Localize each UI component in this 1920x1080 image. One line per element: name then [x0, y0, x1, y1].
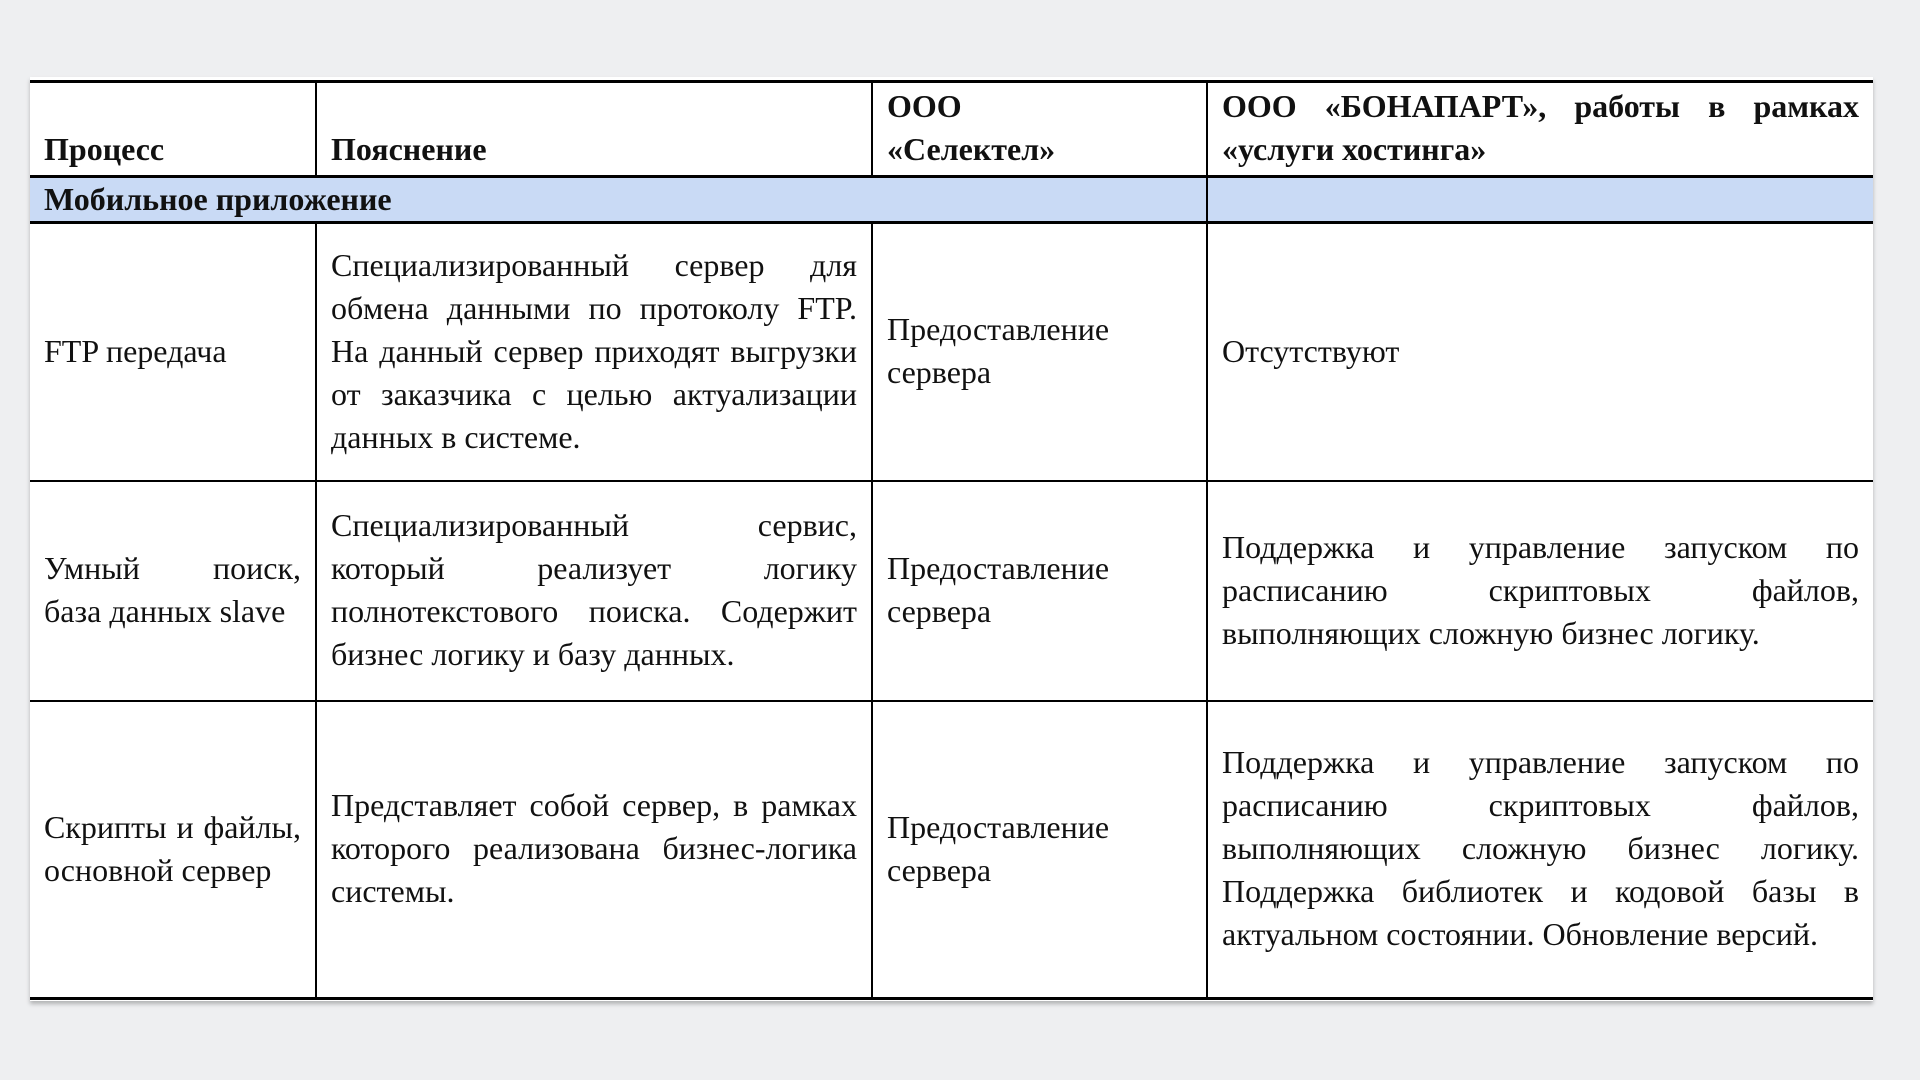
header-process: Процесс: [30, 82, 316, 177]
section-row: [30, 177, 1873, 223]
cell-bonapart: Поддержка и управление запуском по расписанию скриптовых файлов, выполняющих сложную бизнес логику. Поддержка библиотек и кодовой базы в актуальном состоянии. Обновление версий.: [1207, 701, 1873, 999]
cell-description: Представляет собой сервер, в рамках которого реализована бизнес-логика системы.: [316, 701, 872, 999]
cell-description: Специализированный сервер для обмена данными по протоколу FTP. На данный сервер приходят выгрузки от заказчика с целью актуализации данных в системе.: [316, 223, 872, 482]
document-page: [30, 77, 1873, 1001]
cell-bonapart: Отсутствуют: [1207, 223, 1873, 482]
cell-bonapart: Поддержка и управление запуском по расписанию скриптовых файлов, выполняющих сложную бизнес логику.: [1207, 481, 1873, 701]
cell-selectel: Предоставление сервера: [872, 481, 1207, 701]
cell-process: FTP передача: [30, 223, 316, 482]
section-empty-cell: [1207, 177, 1873, 223]
cell-description: Специализированный сервис, который реализует логику полнотекстового поиска. Содержит бизнес логику и базу данных.: [316, 481, 872, 701]
cell-process: Скрипты и файлы, основной сервер: [30, 701, 316, 999]
section-title: Мобильное приложение: [30, 177, 1207, 223]
cell-selectel: Предоставление сервера: [872, 223, 1207, 482]
header-bonapart: ООО «БОНАПАРТ», работы в рамках «услуги хостинга»: [1207, 82, 1873, 177]
header-description: Пояснение: [316, 82, 872, 177]
cell-process: Умный поиск, база данных slave: [30, 481, 316, 701]
cell-selectel: Предоставление сервера: [872, 701, 1207, 999]
table-row: [30, 701, 1873, 999]
responsibility-table: [30, 80, 1873, 1000]
table-row: [30, 223, 1873, 482]
header-row: [30, 82, 1873, 177]
header-selectel: ООО «Селектел»: [872, 82, 1207, 177]
table-row: [30, 481, 1873, 701]
